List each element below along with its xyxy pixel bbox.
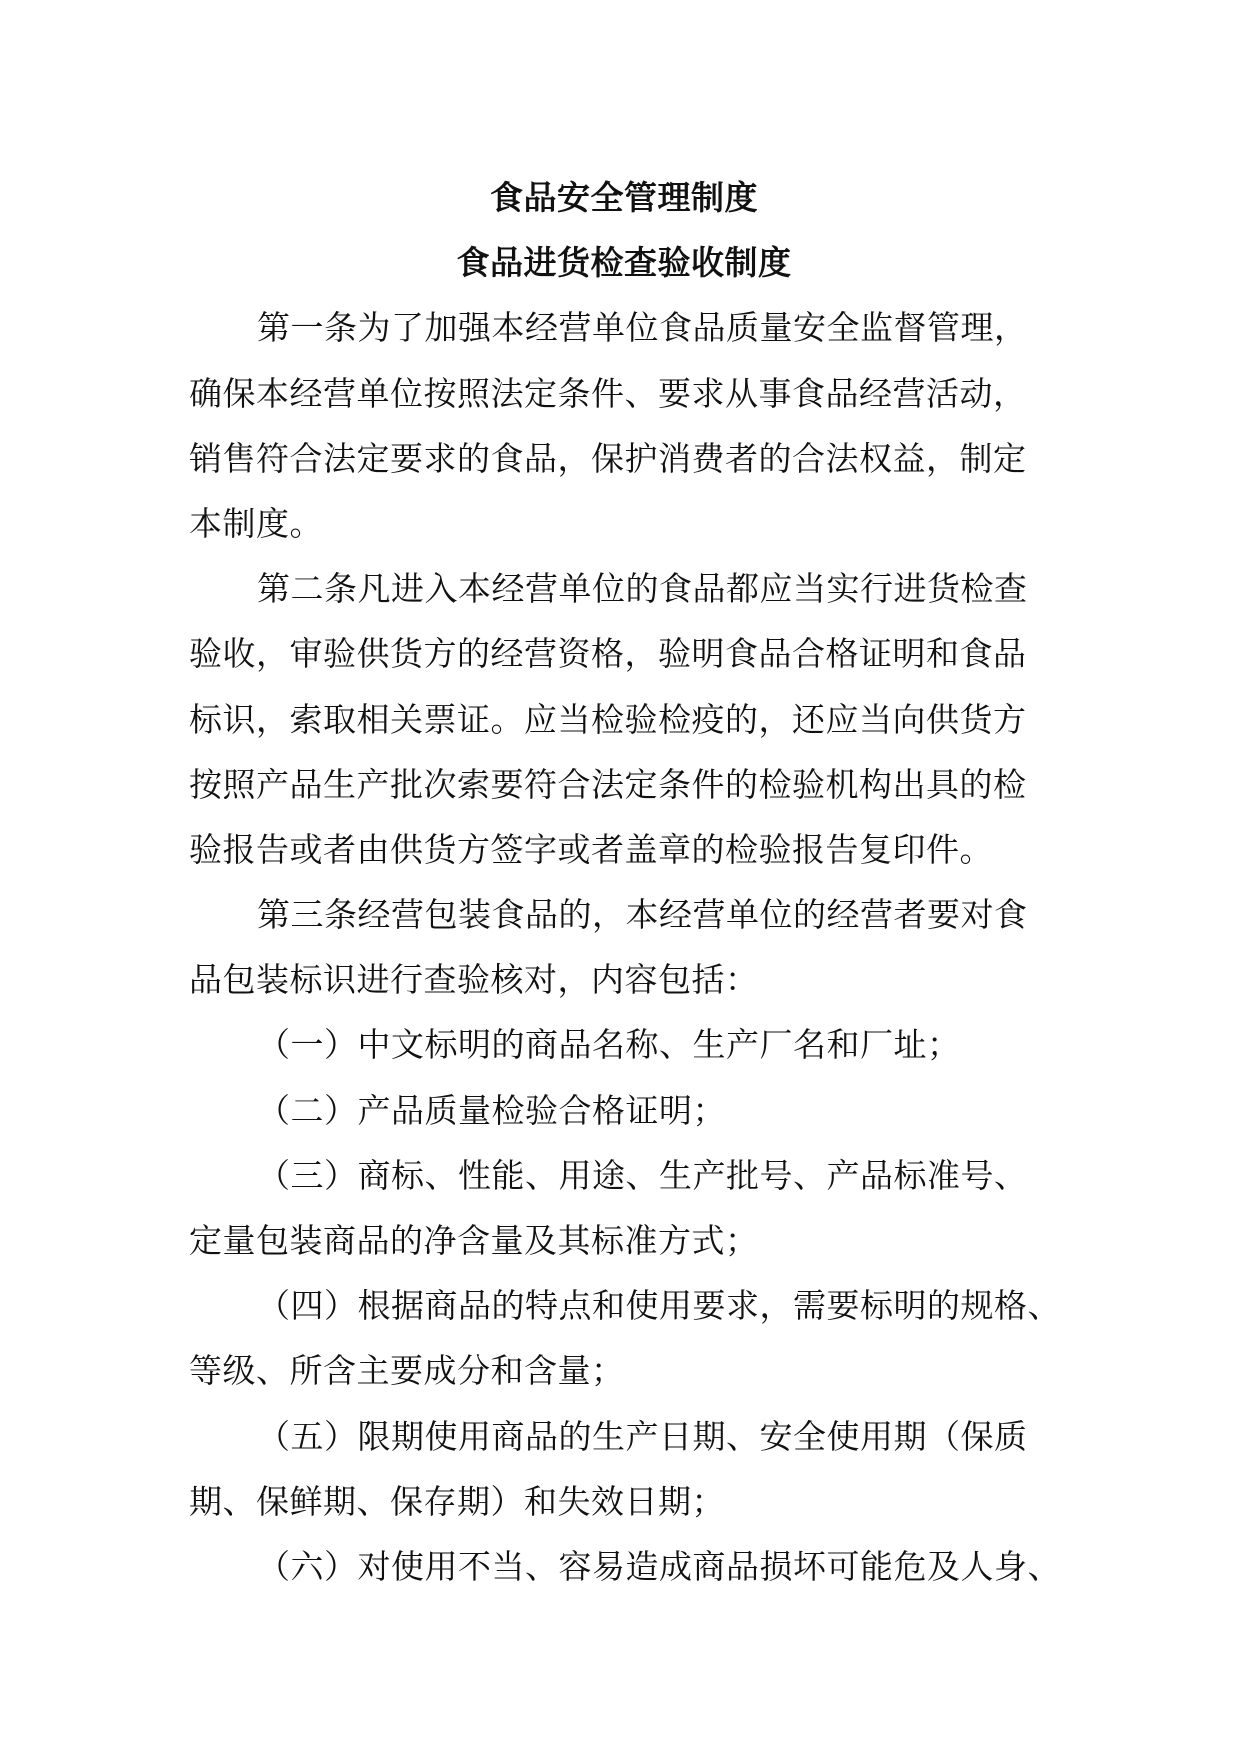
- paragraph-line: 按照产品生产批次索要符合法定条件的检验机构出具的检: [189, 764, 1027, 804]
- paragraph: [189, 295, 1059, 556]
- paragraph: [189, 1143, 1059, 1273]
- paragraph-line: 期、保鲜期、保存期）和失效日期；: [189, 1481, 725, 1521]
- paragraph-line: （六）对使用不当、容易造成商品损坏可能危及人身、: [257, 1546, 1061, 1586]
- paragraph-line: 第二条凡进入本经营单位的食品都应当实行进货检查: [257, 569, 1028, 609]
- paragraph-line: 验收，审验供货方的经营资格，验明食品合格证明和食品: [189, 634, 1027, 674]
- paragraph-line: 定量包装商品的净含量及其标准方式；: [189, 1221, 759, 1260]
- paragraph-line: （三）商标、性能、用途、生产批号、产品标准号、: [257, 1155, 1028, 1195]
- paragraph-line: （二）产品质量检验合格证明；: [257, 1090, 726, 1130]
- paragraph-line: 销售符合法定要求的食品，保护消费者的合法权益，制定: [189, 438, 1027, 478]
- paragraph: [189, 882, 1059, 1012]
- paragraph-line: （一）中文标明的商品名称、生产厂名和厂址；: [257, 1025, 961, 1065]
- paragraph: [189, 556, 1059, 882]
- paragraph: [189, 1012, 1059, 1077]
- paragraph-line: 本制度。: [189, 503, 323, 543]
- paragraph: [189, 1404, 1059, 1534]
- paragraph-line: 标识，索取相关票证。应当检验检疫的，还应当向供货方: [189, 699, 1027, 739]
- document-subtitle: 食品进货检查验收制度: [456, 243, 792, 283]
- paragraph: [189, 1273, 1059, 1403]
- paragraph-line: （四）根据商品的特点和使用要求，需要标明的规格、: [257, 1286, 1061, 1326]
- paragraph-line: 确保本经营单位按照法定条件、要求从事食品经营活动，: [189, 373, 1027, 413]
- document-page: [189, 165, 1059, 1599]
- document-title: 食品安全管理制度: [490, 178, 758, 217]
- paragraph-line: 等级、所含主要成分和含量；: [189, 1351, 625, 1391]
- paragraph: [189, 1078, 1059, 1143]
- paragraph: [189, 1534, 1059, 1599]
- paragraph-line: （五）限期使用商品的生产日期、安全使用期（保质: [257, 1416, 1028, 1456]
- paragraph-line: 第一条为了加强本经营单位食品质量安全监督管理，: [257, 308, 1028, 348]
- paragraph-line: 第三条经营包装食品的，本经营单位的经营者要对食: [257, 895, 1028, 935]
- paragraph-line: 验报告或者由供货方签字或者盖章的检验报告复印件。: [189, 829, 993, 869]
- paragraph-line: 品包装标识进行查验核对，内容包括：: [189, 960, 759, 1000]
- document-body: [189, 295, 1059, 1599]
